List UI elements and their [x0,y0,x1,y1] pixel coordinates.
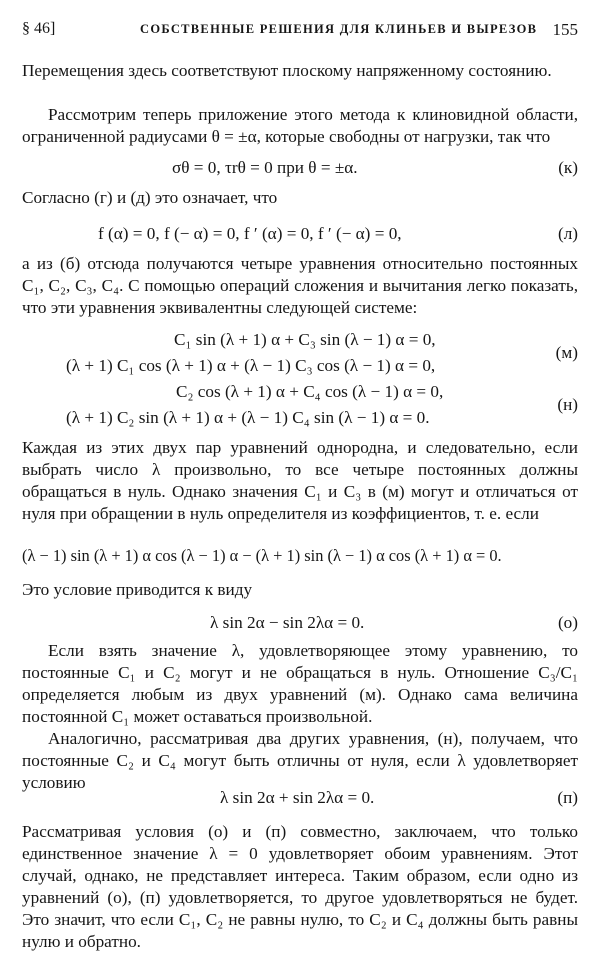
equation-l: f (α) = 0, f (− α) = 0, f ′ (α) = 0, f ′ (− α) = 0, [98,224,402,243]
label-m: (м) [555,343,578,362]
label-n: (н) [557,395,578,414]
section-number: § 46] [22,20,56,37]
paragraph-1: Перемещения здесь соответствуют плоскому напряженному состоянию. [22,61,552,80]
label-p: (п) [557,788,578,807]
paragraph-5: Каждая из этих двух пар уравнений однородна, и следовательно, если выбрать число λ произвольно, то все четыре постоянных должны обращаться в нуль. Однако значения C₁ и C₃ в (м) могут и отличаться от нуля при обращении в нуль определителя из коэффициентов, т. е. если [22,438,578,523]
paragraph-9: Рассматривая условия (о) и (п) совместно, заключаем, что только единственное значение λ = 0 удовлетворяет обоим уравнениям. Этот случай, однако, не представляет интереса. Таким образом, если одно из уравнений (о), (п) удовлетворяется, то другое удовлетворяться не будет. Это значит, что если C₁, C₂ не равны нулю, то C₂ и C₄ должны быть равны нулю и обратно. [22,822,578,951]
paragraph-7: Если взять значение λ, удовлетворяющее этому уравнению, то постоянные C₁ и C₂ могут и не обращаться в нуль. Отношение C₃/C₁ определяется любым из двух уравнений (м). Однако сама величина постоянной C₁ может оставаться произвольной. [22,641,578,726]
paragraph-4: а из (б) отсюда получаются четыре уравнения относительно постоянных C₁, C₂, C₃, C₄. С помощью операций сложения и вычитания легко показать, что эти уравнения эквивалентны следующей системе: [22,254,578,317]
paragraph-8: Аналогично, рассматривая два других уравнения, (н), получаем, что постоянные C₂ и C₄ могут быть отличны от нуля, если λ удовлетворяет условию [22,729,578,792]
equation-n1: C₂ cos (λ + 1) α + C₄ cos (λ − 1) α = 0, [176,382,444,401]
running-title: СОБСТВЕННЫЕ РЕШЕНИЯ ДЛЯ КЛИНЬЕВ И ВЫРЕЗОВ [140,22,538,36]
equation-o: λ sin 2α − sin 2λα = 0. [210,613,365,632]
equation-n2: (λ + 1) C₂ sin (λ + 1) α + (λ − 1) C₄ sin (λ − 1) α = 0. [66,408,430,427]
label-o: (о) [557,613,578,632]
paragraph-3: Согласно (г) и (д) это означает, что [22,188,278,207]
paragraph-2: Рассмотрим теперь приложение этого метода к клиновидной области, ограниченной радиусами θ = ±α, которые свободны от нагрузки, так что [22,105,578,146]
label-l: (л) [557,224,578,243]
equation-k: σθ = 0, τrθ = 0 при θ = ±α. [172,158,358,177]
paragraph-6: Это условие приводится к виду [22,580,253,599]
page-number: 155 [552,20,578,39]
equation-m2: (λ + 1) C₁ cos (λ + 1) α + (λ − 1) C₃ cos (λ − 1) α = 0, [66,356,436,375]
running-header [22,20,578,44]
label-k: (к) [558,158,578,177]
equation-determinant: (λ − 1) sin (λ + 1) α cos (λ − 1) α − (λ + 1) sin (λ − 1) α cos (λ + 1) α = 0. [22,546,502,565]
equation-p: λ sin 2α + sin 2λα = 0. [220,788,375,807]
equation-m1: C₁ sin (λ + 1) α + C₃ sin (λ − 1) α = 0, [174,330,436,349]
